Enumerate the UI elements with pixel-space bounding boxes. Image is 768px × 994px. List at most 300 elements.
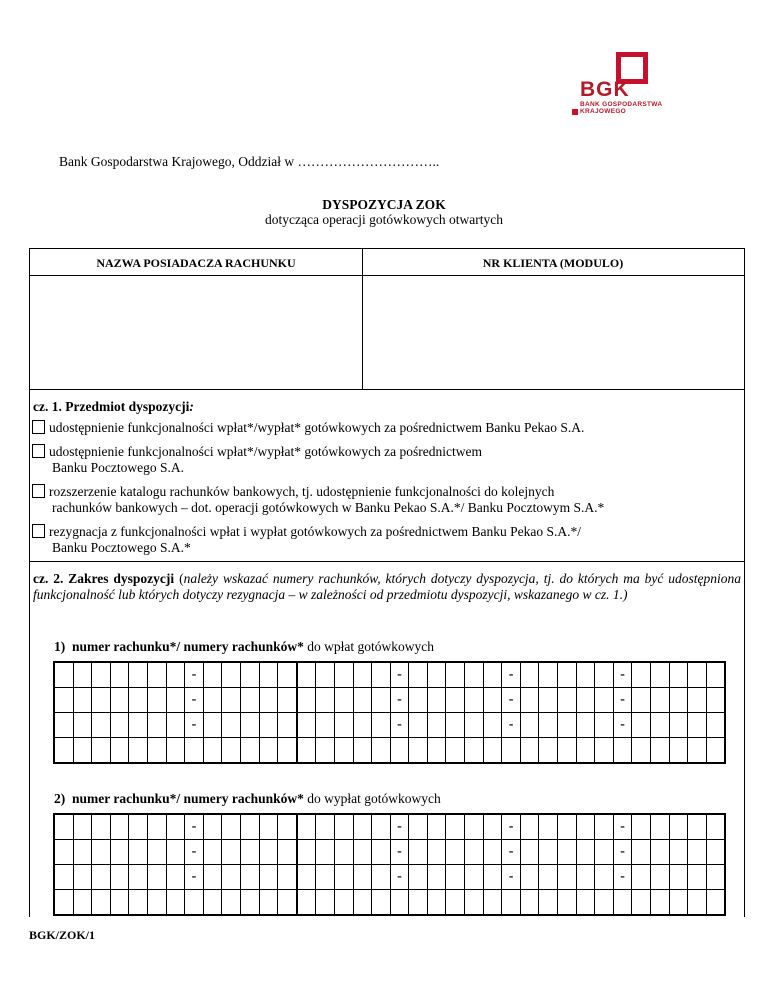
- digit-cell[interactable]: [240, 688, 259, 713]
- digit-cell[interactable]: [334, 890, 353, 916]
- digit-cell[interactable]: -: [185, 662, 204, 688]
- digit-cell[interactable]: [632, 738, 651, 764]
- digit-cell[interactable]: [353, 865, 372, 890]
- digit-cell[interactable]: [316, 890, 335, 916]
- digit-cell[interactable]: [297, 713, 316, 738]
- digit-cell[interactable]: [259, 865, 278, 890]
- digit-cell[interactable]: [465, 865, 484, 890]
- digit-cell[interactable]: [688, 865, 707, 890]
- digit-cell[interactable]: [669, 840, 688, 865]
- digit-cell[interactable]: [147, 662, 166, 688]
- digit-cell[interactable]: [651, 688, 670, 713]
- digit-cell[interactable]: [54, 814, 73, 840]
- digit-cell[interactable]: [222, 865, 241, 890]
- digit-cell[interactable]: [316, 713, 335, 738]
- digit-cell[interactable]: [316, 688, 335, 713]
- digit-cell[interactable]: -: [613, 865, 632, 890]
- digit-cell[interactable]: [390, 738, 409, 764]
- digit-cell[interactable]: [240, 840, 259, 865]
- digit-cell[interactable]: [632, 865, 651, 890]
- digit-cell[interactable]: [203, 865, 222, 890]
- digit-cell[interactable]: [297, 738, 316, 764]
- digit-cell[interactable]: [446, 713, 465, 738]
- digit-cell[interactable]: [706, 890, 725, 916]
- digit-cell[interactable]: [203, 662, 222, 688]
- digit-cell[interactable]: [129, 814, 148, 840]
- digit-cell[interactable]: [222, 738, 241, 764]
- digit-cell[interactable]: [259, 713, 278, 738]
- option-pekao[interactable]: [32, 420, 584, 436]
- digit-cell[interactable]: [334, 814, 353, 840]
- digit-cell[interactable]: [576, 688, 595, 713]
- digit-cell[interactable]: [595, 688, 614, 713]
- digit-cell[interactable]: [372, 814, 391, 840]
- digit-cell[interactable]: [372, 688, 391, 713]
- digit-cell[interactable]: [520, 865, 539, 890]
- digit-cell[interactable]: [240, 662, 259, 688]
- digit-cell[interactable]: -: [502, 662, 521, 688]
- digit-cell[interactable]: [595, 840, 614, 865]
- digit-cell[interactable]: [688, 738, 707, 764]
- digit-cell[interactable]: [520, 840, 539, 865]
- digit-cell[interactable]: [353, 662, 372, 688]
- digit-cell[interactable]: [316, 738, 335, 764]
- checkbox[interactable]: [32, 484, 45, 498]
- digit-cell[interactable]: [110, 662, 129, 688]
- digit-cell[interactable]: [259, 814, 278, 840]
- digit-cell[interactable]: [465, 890, 484, 916]
- digit-cell[interactable]: [632, 814, 651, 840]
- digit-cell[interactable]: [259, 840, 278, 865]
- digit-cell[interactable]: [334, 840, 353, 865]
- digit-cell[interactable]: [353, 890, 372, 916]
- digit-cell[interactable]: [372, 713, 391, 738]
- digit-cell[interactable]: [706, 688, 725, 713]
- digit-cell[interactable]: [92, 814, 111, 840]
- digit-cell[interactable]: [73, 662, 92, 688]
- digit-cell[interactable]: [166, 662, 185, 688]
- digit-cell[interactable]: [520, 738, 539, 764]
- digit-cell[interactable]: [353, 814, 372, 840]
- branch-line[interactable]: Bank Gospodarstwa Krajowego, Oddział w …………………………..: [59, 154, 440, 169]
- digit-cell[interactable]: [632, 662, 651, 688]
- digit-cell[interactable]: [632, 840, 651, 865]
- digit-cell[interactable]: [539, 865, 558, 890]
- digit-cell[interactable]: -: [502, 865, 521, 890]
- digit-cell[interactable]: [166, 814, 185, 840]
- digit-cell[interactable]: [539, 738, 558, 764]
- digit-cell[interactable]: [129, 662, 148, 688]
- digit-cell[interactable]: [427, 840, 446, 865]
- digit-cell[interactable]: [259, 662, 278, 688]
- digit-cell[interactable]: [502, 738, 521, 764]
- digit-cell[interactable]: [706, 865, 725, 890]
- digit-cell[interactable]: -: [390, 713, 409, 738]
- digit-cell[interactable]: [576, 662, 595, 688]
- digit-cell[interactable]: [166, 688, 185, 713]
- digit-cell[interactable]: [446, 865, 465, 890]
- digit-cell[interactable]: [539, 840, 558, 865]
- digit-cell[interactable]: [465, 662, 484, 688]
- digit-cell[interactable]: [73, 814, 92, 840]
- digit-cell[interactable]: [669, 890, 688, 916]
- digit-cell[interactable]: [334, 713, 353, 738]
- digit-cell[interactable]: [147, 688, 166, 713]
- digit-cell[interactable]: [520, 688, 539, 713]
- digit-cell[interactable]: [706, 814, 725, 840]
- digit-cell[interactable]: -: [613, 840, 632, 865]
- digit-cell[interactable]: [54, 890, 73, 916]
- digit-cell[interactable]: [54, 662, 73, 688]
- digit-cell[interactable]: [278, 865, 297, 890]
- digit-cell[interactable]: -: [390, 865, 409, 890]
- digit-cell[interactable]: [558, 814, 577, 840]
- digit-cell[interactable]: [688, 890, 707, 916]
- digit-cell[interactable]: [409, 738, 428, 764]
- digit-cell[interactable]: [129, 890, 148, 916]
- digit-cell[interactable]: [166, 738, 185, 764]
- digit-cell[interactable]: [297, 890, 316, 916]
- digit-cell[interactable]: [576, 738, 595, 764]
- digit-cell[interactable]: [316, 662, 335, 688]
- digit-cell[interactable]: [334, 865, 353, 890]
- digit-cell[interactable]: [353, 713, 372, 738]
- digit-cell[interactable]: [576, 865, 595, 890]
- digit-cell[interactable]: [278, 890, 297, 916]
- digit-cell[interactable]: [92, 662, 111, 688]
- digit-cell[interactable]: [372, 840, 391, 865]
- checkbox[interactable]: [32, 444, 45, 458]
- digit-cell[interactable]: [539, 688, 558, 713]
- digit-cell[interactable]: [595, 662, 614, 688]
- digit-cell[interactable]: [54, 840, 73, 865]
- digit-cell[interactable]: [427, 713, 446, 738]
- digit-cell[interactable]: [297, 688, 316, 713]
- digit-cell[interactable]: [446, 840, 465, 865]
- checkbox[interactable]: [32, 420, 45, 434]
- digit-cell[interactable]: [483, 738, 502, 764]
- digit-cell[interactable]: [240, 713, 259, 738]
- digit-cell[interactable]: [54, 713, 73, 738]
- digit-cell[interactable]: -: [185, 713, 204, 738]
- digit-cell[interactable]: [595, 865, 614, 890]
- digit-cell[interactable]: [651, 865, 670, 890]
- digit-cell[interactable]: [409, 688, 428, 713]
- digit-cell[interactable]: -: [613, 814, 632, 840]
- digit-cell[interactable]: [427, 814, 446, 840]
- option-extend[interactable]: [32, 484, 604, 516]
- digit-cell[interactable]: [372, 865, 391, 890]
- digit-cell[interactable]: [92, 738, 111, 764]
- digit-cell[interactable]: [278, 840, 297, 865]
- digit-cell[interactable]: [483, 890, 502, 916]
- digit-cell[interactable]: [259, 738, 278, 764]
- digit-cell[interactable]: [297, 662, 316, 688]
- digit-cell[interactable]: [222, 814, 241, 840]
- digit-cell[interactable]: [576, 890, 595, 916]
- digit-cell[interactable]: [372, 662, 391, 688]
- digit-cell[interactable]: [73, 713, 92, 738]
- digit-cell[interactable]: [129, 865, 148, 890]
- digit-cell[interactable]: [259, 688, 278, 713]
- digit-cell[interactable]: [669, 662, 688, 688]
- digit-cell[interactable]: [427, 738, 446, 764]
- digit-cell[interactable]: -: [502, 814, 521, 840]
- digit-cell[interactable]: [222, 840, 241, 865]
- digit-cell[interactable]: [669, 814, 688, 840]
- digit-cell[interactable]: -: [390, 814, 409, 840]
- digit-cell[interactable]: [446, 662, 465, 688]
- digit-cell[interactable]: [483, 713, 502, 738]
- digit-cell[interactable]: [483, 662, 502, 688]
- digit-cell[interactable]: [427, 662, 446, 688]
- digit-cell[interactable]: -: [613, 662, 632, 688]
- digit-cell[interactable]: [465, 713, 484, 738]
- digit-cell[interactable]: [688, 814, 707, 840]
- digit-cell[interactable]: [427, 865, 446, 890]
- digit-cell[interactable]: [222, 713, 241, 738]
- digit-cell[interactable]: [353, 688, 372, 713]
- digit-cell[interactable]: [166, 713, 185, 738]
- digit-cell[interactable]: [92, 840, 111, 865]
- digit-cell[interactable]: [278, 662, 297, 688]
- digit-cell[interactable]: [409, 662, 428, 688]
- digit-cell[interactable]: [92, 865, 111, 890]
- digit-cell[interactable]: [558, 890, 577, 916]
- digit-cell[interactable]: [240, 865, 259, 890]
- digit-cell[interactable]: [595, 890, 614, 916]
- digit-cell[interactable]: [465, 814, 484, 840]
- digit-cell[interactable]: [278, 688, 297, 713]
- digit-cell[interactable]: [539, 814, 558, 840]
- digit-cell[interactable]: [520, 890, 539, 916]
- account-row: [54, 688, 725, 713]
- digit-cell[interactable]: [688, 840, 707, 865]
- digit-cell[interactable]: -: [185, 688, 204, 713]
- digit-cell[interactable]: [240, 814, 259, 840]
- digit-cell[interactable]: [409, 814, 428, 840]
- digit-cell[interactable]: [651, 840, 670, 865]
- digit-cell[interactable]: [446, 890, 465, 916]
- digit-cell[interactable]: [520, 713, 539, 738]
- digit-cell[interactable]: [316, 814, 335, 840]
- digit-cell[interactable]: [446, 738, 465, 764]
- digit-cell[interactable]: [166, 890, 185, 916]
- digit-cell[interactable]: [147, 814, 166, 840]
- digit-cell[interactable]: [278, 738, 297, 764]
- digit-cell[interactable]: [110, 688, 129, 713]
- digit-cell[interactable]: [73, 890, 92, 916]
- digit-cell[interactable]: [669, 865, 688, 890]
- option-resign[interactable]: [32, 524, 581, 556]
- digit-cell[interactable]: [595, 738, 614, 764]
- digit-cell[interactable]: [706, 662, 725, 688]
- digit-cell[interactable]: [353, 738, 372, 764]
- digit-cell[interactable]: -: [185, 865, 204, 890]
- digit-cell[interactable]: [278, 713, 297, 738]
- digit-cell[interactable]: [92, 890, 111, 916]
- digit-cell[interactable]: [334, 662, 353, 688]
- digit-cell[interactable]: [166, 840, 185, 865]
- digit-cell[interactable]: -: [185, 840, 204, 865]
- digit-cell[interactable]: [558, 688, 577, 713]
- digit-cell[interactable]: [278, 814, 297, 840]
- digit-cell[interactable]: -: [390, 840, 409, 865]
- digit-cell[interactable]: [129, 713, 148, 738]
- digit-cell[interactable]: [632, 713, 651, 738]
- digit-cell[interactable]: [539, 713, 558, 738]
- digit-cell[interactable]: [688, 662, 707, 688]
- digit-cell[interactable]: -: [613, 688, 632, 713]
- client-number-field[interactable]: [363, 276, 744, 389]
- digit-cell[interactable]: [688, 688, 707, 713]
- digit-cell[interactable]: [185, 738, 204, 764]
- digit-cell[interactable]: [110, 738, 129, 764]
- digit-cell[interactable]: [483, 865, 502, 890]
- digit-cell[interactable]: [520, 814, 539, 840]
- digit-cell[interactable]: -: [502, 840, 521, 865]
- digit-cell[interactable]: [129, 688, 148, 713]
- digit-cell[interactable]: [222, 890, 241, 916]
- digit-cell[interactable]: [353, 840, 372, 865]
- digit-cell[interactable]: [92, 688, 111, 713]
- digit-cell[interactable]: [92, 713, 111, 738]
- digit-cell[interactable]: [166, 865, 185, 890]
- digit-cell[interactable]: [73, 738, 92, 764]
- digit-cell[interactable]: [558, 662, 577, 688]
- digit-cell[interactable]: -: [390, 662, 409, 688]
- digit-cell[interactable]: [185, 890, 204, 916]
- digit-cell[interactable]: [520, 662, 539, 688]
- digit-cell[interactable]: [651, 890, 670, 916]
- digit-cell[interactable]: [632, 890, 651, 916]
- digit-cell[interactable]: [147, 738, 166, 764]
- digit-cell[interactable]: [110, 890, 129, 916]
- digit-cell[interactable]: [390, 890, 409, 916]
- digit-cell[interactable]: [73, 688, 92, 713]
- digit-cell[interactable]: [334, 738, 353, 764]
- digit-cell[interactable]: [203, 840, 222, 865]
- digit-cell[interactable]: [409, 865, 428, 890]
- digit-cell[interactable]: [539, 662, 558, 688]
- checkbox[interactable]: [32, 524, 45, 538]
- digit-cell[interactable]: [446, 814, 465, 840]
- digit-cell[interactable]: [297, 840, 316, 865]
- digit-cell[interactable]: [576, 814, 595, 840]
- digit-cell[interactable]: [334, 688, 353, 713]
- digit-cell[interactable]: [409, 840, 428, 865]
- digit-cell[interactable]: [409, 713, 428, 738]
- digit-cell[interactable]: [259, 890, 278, 916]
- digit-cell[interactable]: -: [502, 688, 521, 713]
- digit-cell[interactable]: [110, 865, 129, 890]
- digit-cell[interactable]: [240, 890, 259, 916]
- digit-cell[interactable]: -: [613, 713, 632, 738]
- digit-cell[interactable]: [110, 713, 129, 738]
- digit-cell[interactable]: [73, 840, 92, 865]
- digit-cell[interactable]: [651, 814, 670, 840]
- option-pocztowy[interactable]: [32, 444, 482, 476]
- digit-cell[interactable]: [222, 662, 241, 688]
- digit-cell[interactable]: [372, 738, 391, 764]
- digit-cell[interactable]: [54, 688, 73, 713]
- digit-cell[interactable]: [147, 890, 166, 916]
- holder-name-field[interactable]: [30, 276, 362, 389]
- digit-cell[interactable]: [669, 688, 688, 713]
- digit-cell[interactable]: [203, 713, 222, 738]
- digit-cell[interactable]: [372, 890, 391, 916]
- digit-cell[interactable]: [446, 688, 465, 713]
- digit-cell[interactable]: [427, 688, 446, 713]
- digit-cell[interactable]: [558, 713, 577, 738]
- digit-cell[interactable]: [558, 865, 577, 890]
- digit-cell[interactable]: [576, 840, 595, 865]
- digit-cell[interactable]: [539, 890, 558, 916]
- digit-cell[interactable]: [706, 713, 725, 738]
- digit-cell[interactable]: [222, 688, 241, 713]
- digit-cell[interactable]: [465, 840, 484, 865]
- digit-cell[interactable]: [427, 890, 446, 916]
- digit-cell[interactable]: [558, 840, 577, 865]
- digit-cell[interactable]: [558, 738, 577, 764]
- digit-cell[interactable]: [706, 738, 725, 764]
- digit-cell[interactable]: [669, 713, 688, 738]
- digit-cell[interactable]: [502, 890, 521, 916]
- digit-cell[interactable]: [147, 865, 166, 890]
- digit-cell[interactable]: [465, 688, 484, 713]
- digit-cell[interactable]: [651, 738, 670, 764]
- digit-cell[interactable]: [73, 865, 92, 890]
- digit-cell[interactable]: [147, 840, 166, 865]
- digit-cell[interactable]: [651, 662, 670, 688]
- digit-cell[interactable]: [595, 713, 614, 738]
- digit-cell[interactable]: [297, 865, 316, 890]
- digit-cell[interactable]: [297, 814, 316, 840]
- digit-cell[interactable]: [706, 840, 725, 865]
- digit-cell[interactable]: [129, 738, 148, 764]
- digit-cell[interactable]: [688, 713, 707, 738]
- digit-cell[interactable]: [595, 814, 614, 840]
- digit-cell[interactable]: [651, 713, 670, 738]
- digit-cell[interactable]: -: [185, 814, 204, 840]
- digit-cell[interactable]: [632, 688, 651, 713]
- digit-cell[interactable]: [110, 840, 129, 865]
- digit-cell[interactable]: [576, 713, 595, 738]
- digit-cell[interactable]: [54, 865, 73, 890]
- digit-cell[interactable]: [147, 713, 166, 738]
- digit-cell[interactable]: -: [502, 713, 521, 738]
- digit-cell[interactable]: [669, 738, 688, 764]
- digit-cell[interactable]: [613, 738, 632, 764]
- digit-cell[interactable]: [203, 814, 222, 840]
- digit-cell[interactable]: [483, 688, 502, 713]
- digit-cell[interactable]: [54, 738, 73, 764]
- digit-cell[interactable]: [465, 738, 484, 764]
- digit-cell[interactable]: [203, 738, 222, 764]
- digit-cell[interactable]: [129, 840, 148, 865]
- digit-cell[interactable]: [240, 738, 259, 764]
- digit-cell[interactable]: [483, 840, 502, 865]
- digit-cell[interactable]: [203, 890, 222, 916]
- digit-cell[interactable]: [203, 688, 222, 713]
- digit-cell[interactable]: [613, 890, 632, 916]
- digit-cell[interactable]: [110, 814, 129, 840]
- digit-cell[interactable]: [316, 865, 335, 890]
- digit-cell[interactable]: -: [390, 688, 409, 713]
- digit-cell[interactable]: [409, 890, 428, 916]
- digit-cell[interactable]: [316, 840, 335, 865]
- digit-cell[interactable]: [483, 814, 502, 840]
